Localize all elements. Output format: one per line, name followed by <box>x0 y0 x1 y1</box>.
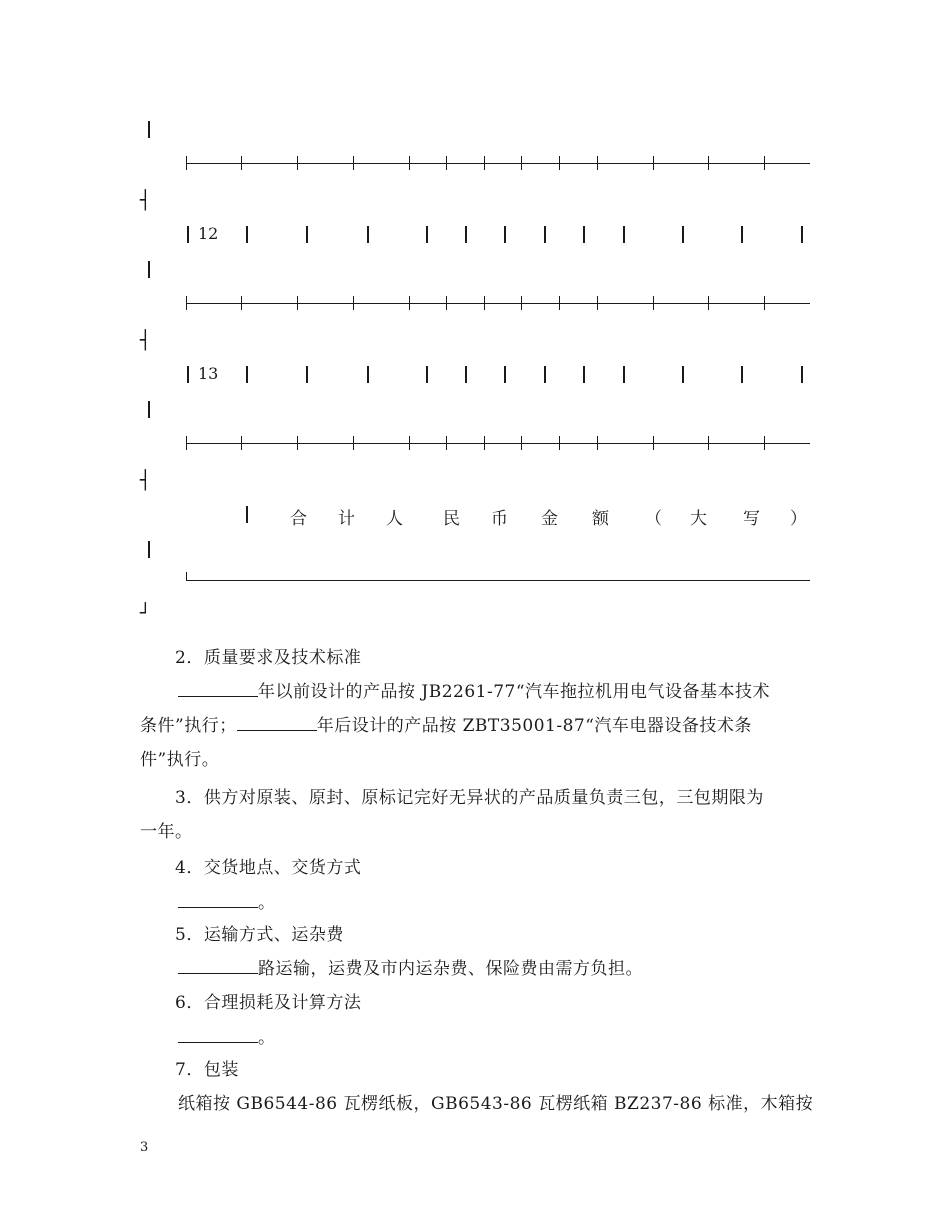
row-cell-divider <box>801 226 803 243</box>
fill-in-blank[interactable] <box>178 893 258 908</box>
table-separator-tick <box>764 156 765 170</box>
row-number: 13 <box>198 364 219 383</box>
total-label-char: 写 <box>743 509 760 529</box>
row-cell-divider <box>583 226 585 243</box>
table-separator-tick <box>484 156 485 170</box>
table-separator-tick <box>297 436 298 450</box>
table-left-junction: ┤ <box>140 470 151 491</box>
table-separator-tick <box>764 436 765 450</box>
table-row-separator <box>186 443 810 444</box>
section-6-fill: 。 <box>178 1023 276 1048</box>
table-row-separator <box>186 303 810 304</box>
row-cell-divider <box>623 226 625 243</box>
table-separator-tick <box>446 296 447 310</box>
section-7-line-1: 纸箱按 GB6544-86 瓦楞纸板，GB6543-86 瓦楞纸箱 BZ237-86 标准，木箱按 <box>178 1094 814 1114</box>
table-separator-tick <box>653 436 654 450</box>
total-label-char: 计 <box>338 509 355 529</box>
table-separator-tick <box>409 296 410 310</box>
row-cell-divider <box>367 366 369 383</box>
row-cell-divider <box>504 226 506 243</box>
table-separator-tick <box>521 296 522 310</box>
table-separator-tick <box>521 156 522 170</box>
table-separator-tick <box>353 296 354 310</box>
total-label-char: （ <box>645 509 662 529</box>
table-bottom-border <box>186 580 810 581</box>
table-separator-tick <box>559 156 560 170</box>
row-cell-divider <box>426 226 428 243</box>
table-separator-tick <box>409 156 410 170</box>
table-separator-tick <box>708 296 709 310</box>
table-left-junction: ┤ <box>140 190 151 211</box>
row-cell-divider <box>306 366 308 383</box>
row-cell-divider <box>504 366 506 383</box>
table-separator-tick <box>297 156 298 170</box>
table-separator-tick <box>597 296 598 310</box>
section-2-line-2: 条件”执行； 年后设计的产品按 ZBT35001-87“汽车电器设备技术条 <box>140 716 752 736</box>
section-3-line-2: 一年。 <box>140 822 193 842</box>
section-5-fill: 路运输，运费及市内运杂费、保险费由需方负担。 <box>178 954 643 979</box>
row-cell-divider <box>246 506 248 523</box>
table-left-border-mark <box>148 121 150 138</box>
row-cell-divider <box>682 226 684 243</box>
total-label-char: 币 <box>491 509 508 529</box>
table-row-separator <box>186 163 810 164</box>
row-cell-divider <box>741 226 743 243</box>
table-separator-tick <box>446 156 447 170</box>
section-4-title: 4．交货地点、交货方式 <box>175 858 362 878</box>
table-left-junction: ┤ <box>140 330 151 351</box>
table-bottom-corner: ┘ <box>140 603 151 624</box>
table-left-border-mark <box>148 261 150 278</box>
table-separator-tick <box>241 296 242 310</box>
section-6-title: 6．合理损耗及计算方法 <box>175 993 362 1013</box>
table-separator-tick <box>521 436 522 450</box>
table-separator-tick <box>186 156 187 170</box>
section-3-line-1: 3．供方对原装、原封、原标记完好无异状的产品质量负责三包，三包期限为 <box>175 788 764 808</box>
table-separator-tick <box>597 156 598 170</box>
row-cell-divider <box>682 366 684 383</box>
row-cell-divider <box>426 366 428 383</box>
table-bottom-left-corner <box>186 572 187 581</box>
table-separator-tick <box>186 296 187 310</box>
row-cell-divider <box>741 366 743 383</box>
total-label-char: 额 <box>592 509 609 529</box>
total-label-char: 人 <box>386 509 403 529</box>
table-left-border-mark <box>148 541 150 558</box>
row-cell-divider <box>465 226 467 243</box>
row-cell-divider <box>465 366 467 383</box>
row-cell-divider <box>306 226 308 243</box>
table-separator-tick <box>353 156 354 170</box>
section-2-line-1: 年以前设计的产品按 JB2261-77“汽车拖拉机用电气设备基本技术 <box>178 677 770 702</box>
table-separator-tick <box>353 436 354 450</box>
section-7-title: 7．包装 <box>175 1060 239 1080</box>
table-separator-tick <box>653 296 654 310</box>
section-4-fill: 。 <box>178 888 276 913</box>
table-separator-tick <box>764 296 765 310</box>
row-cell-divider <box>246 226 248 243</box>
table-separator-tick <box>484 296 485 310</box>
table-separator-tick <box>241 156 242 170</box>
table-separator-tick <box>446 436 447 450</box>
section-2-title: 2．质量要求及技术标准 <box>175 648 362 668</box>
table-left-border-mark <box>148 401 150 418</box>
fill-in-blank[interactable] <box>178 1028 258 1043</box>
table-separator-tick <box>559 296 560 310</box>
total-label-char: ） <box>790 509 807 529</box>
table-separator-tick <box>708 156 709 170</box>
row-cell-divider <box>544 226 546 243</box>
page-number: 3 <box>140 1140 149 1155</box>
row-cell-divider <box>801 366 803 383</box>
row-cell-divider <box>544 366 546 383</box>
row-cell-divider <box>187 226 189 243</box>
row-cell-divider <box>187 366 189 383</box>
total-label-char: 合 <box>290 509 307 529</box>
table-separator-tick <box>241 436 242 450</box>
section-5-title: 5．运输方式、运杂费 <box>175 925 344 945</box>
fill-in-blank[interactable] <box>178 682 258 697</box>
total-label-char: 民 <box>443 509 460 529</box>
total-label-char: 大 <box>690 509 707 529</box>
row-number: 12 <box>198 224 219 243</box>
table-separator-tick <box>597 436 598 450</box>
table-separator-tick <box>708 436 709 450</box>
table-separator-tick <box>409 436 410 450</box>
row-cell-divider <box>246 366 248 383</box>
table-separator-tick <box>653 156 654 170</box>
row-cell-divider <box>623 366 625 383</box>
fill-in-blank[interactable] <box>178 959 258 974</box>
row-cell-divider <box>367 226 369 243</box>
table-separator-tick <box>559 436 560 450</box>
table-separator-tick <box>186 436 187 450</box>
table-separator-tick <box>484 436 485 450</box>
table-separator-tick <box>297 296 298 310</box>
fill-in-blank[interactable] <box>237 716 317 731</box>
section-2-line-3: 件”执行。 <box>140 750 220 770</box>
row-cell-divider <box>583 366 585 383</box>
total-label-char: 金 <box>541 509 558 529</box>
